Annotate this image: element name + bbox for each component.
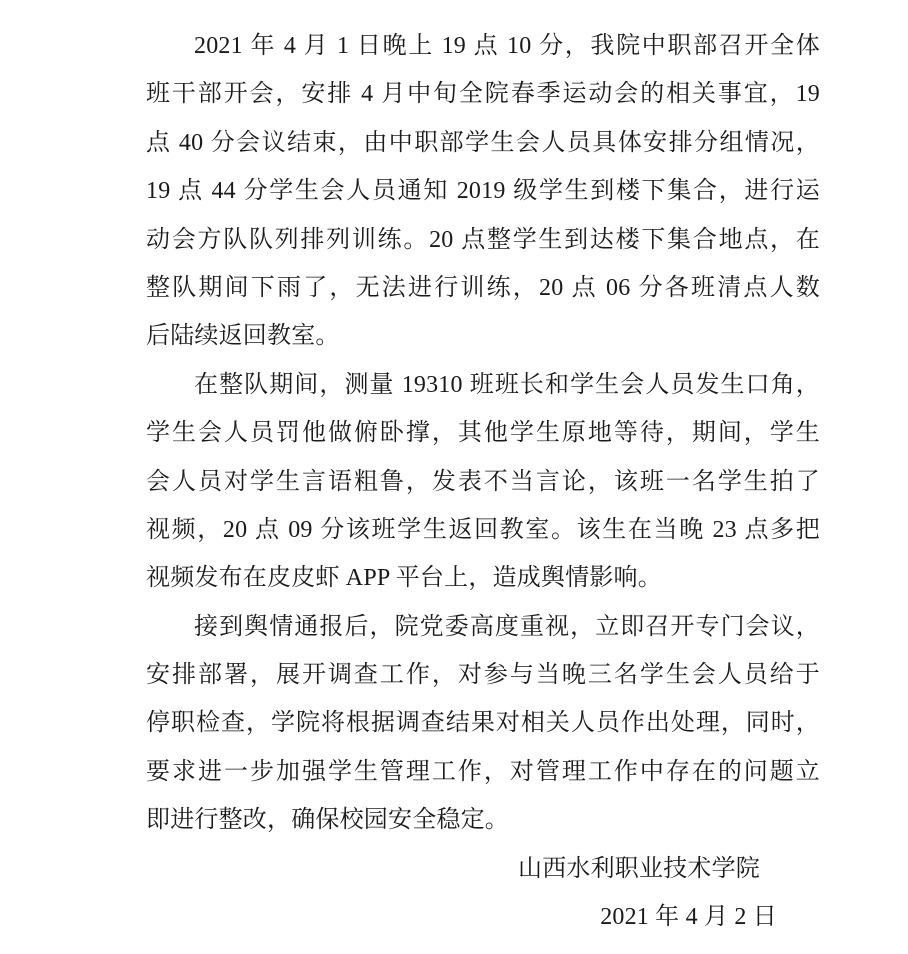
- text-line: 动会方队队列排列训练。20 点整学生到达楼下集合地点，在: [146, 226, 820, 253]
- paragraph: [146, 603, 820, 845]
- text-line: 后陆续返回教室。: [146, 323, 340, 350]
- text-line: 视频发布在皮皮虾 APP 平台上，造成舆情影响。: [146, 565, 662, 592]
- text-line: 即进行整改，确保校园安全稳定。: [146, 807, 509, 834]
- text-line: 视频，20 点 09 分该班学生返回教室。该生在当晚 23 点多把: [146, 516, 820, 543]
- text-line: 安排部署，展开调查工作，对参与当晚三名学生会人员给于: [146, 662, 820, 689]
- text-line: 在整队期间，测量 19310 班班长和学生会人员发生口角，: [194, 371, 820, 398]
- paragraphs-container: [146, 22, 820, 845]
- text-line: 整队期间下雨了，无法进行训练，20 点 06 分各班清点人数: [146, 274, 820, 301]
- text-line: 接到舆情通报后，院党委高度重视，立即召开专门会议，: [194, 613, 820, 640]
- text-line: 要求进一步加强学生管理工作，对管理工作中存在的问题立: [146, 758, 820, 785]
- text-line: 班干部开会，安排 4 月中旬全院春季运动会的相关事宜，19: [146, 81, 820, 108]
- paragraph: [146, 361, 820, 603]
- signature-org: 山西水利职业技术学院: [518, 855, 760, 882]
- text-line: 会人员对学生言语粗鲁，发表不当言论，该班一名学生拍了: [146, 468, 820, 495]
- document-body: [146, 22, 820, 941]
- text-line: 学生会人员罚他做俯卧撑，其他学生原地等待，期间，学生: [146, 420, 820, 447]
- paragraph: [146, 22, 820, 361]
- text-line: 点 40 分会议结束，由中职部学生会人员具体安排分组情况，: [146, 129, 820, 156]
- signature-date: 2021 年 4 月 2 日: [600, 904, 777, 931]
- text-line: 19 点 44 分学生会人员通知 2019 级学生到楼下集合，进行运: [146, 178, 820, 205]
- text-line: 停职检查，学院将根据调查结果对相关人员作出处理，同时，: [146, 710, 820, 737]
- text-line: 2021 年 4 月 1 日晚上 19 点 10 分，我院中职部召开全体: [194, 33, 820, 59]
- signature-block: [146, 845, 820, 942]
